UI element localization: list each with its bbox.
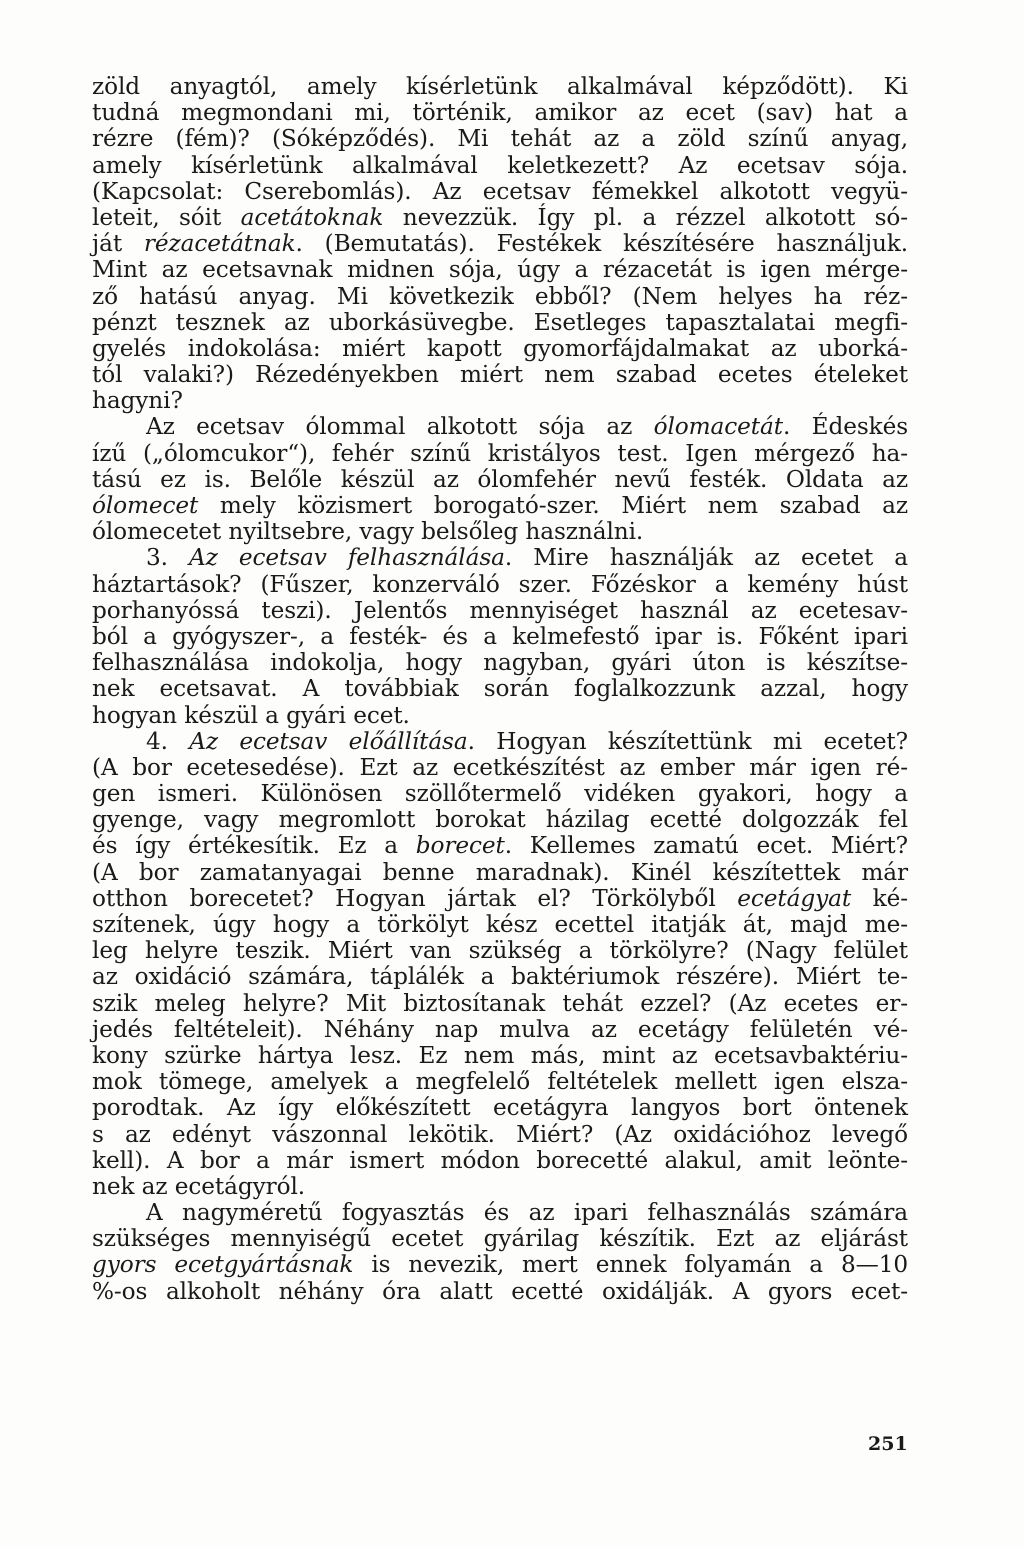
page-number: 251 bbox=[868, 1433, 908, 1455]
text-line bbox=[92, 833, 908, 859]
text-segment: . Kellemes zamatú ecet. Miért? bbox=[504, 832, 908, 860]
text-line bbox=[92, 991, 908, 1017]
text-line bbox=[92, 1200, 908, 1226]
text-line bbox=[92, 257, 908, 283]
text-segment: ízű („ólomcukor“), fehér színű kristályos test. Igen mérgező ha- bbox=[92, 439, 908, 467]
text-line bbox=[92, 676, 908, 702]
italic-term: acetátoknak bbox=[240, 203, 384, 231]
text-line bbox=[92, 1095, 908, 1121]
text-segment: gen ismeri. Különösen szöllőtermelő vidéken gyakori, hogy a bbox=[92, 780, 908, 808]
text-segment: A nagyméretű fogyasztás és az ipari felhasználás számára bbox=[146, 1199, 908, 1227]
text-segment: ké- bbox=[851, 884, 908, 912]
text-segment: 3. bbox=[146, 544, 190, 572]
text-segment: szítenek, úgy hogy a törkölyt kész ecettel itatják át, majd me- bbox=[92, 911, 908, 938]
text-line bbox=[92, 598, 908, 624]
text-line bbox=[92, 336, 908, 362]
text-segment: Az ecetsav ólommal alkotott sója az bbox=[146, 413, 654, 441]
text-segment: ból a gyógyszer-, a festék- és a kelmefestő ipar is. Főként ipari bbox=[92, 622, 908, 650]
text-line bbox=[92, 179, 908, 205]
text-segment: zöld anyagtól, amely kísérletünk alkalmával képződött). Ki bbox=[92, 73, 908, 100]
text-segment: amely kísérletünk alkalmával keletkezett? Az ecetsav sója. bbox=[92, 151, 908, 179]
text-segment: ját bbox=[92, 230, 144, 258]
italic-term: Az ecetsav előállítása bbox=[189, 727, 468, 755]
text-segment: porhanyóssá teszi). Jelentős mennyiséget használ az ecetesav- bbox=[92, 596, 908, 624]
text-line bbox=[92, 1252, 908, 1278]
text-segment: kell). A bor a már ismert módon borecetté alakul, amit leönte- bbox=[92, 1146, 908, 1174]
text-line bbox=[92, 703, 908, 729]
text-segment: és így értékesítik. Ez a bbox=[92, 832, 416, 860]
italic-term: ólomacetát bbox=[653, 413, 783, 441]
text-line bbox=[92, 755, 908, 781]
text-line bbox=[92, 938, 908, 964]
text-segment: (A bor ecetesedése). Ezt az ecetkészítést az ember már igen ré- bbox=[92, 753, 908, 781]
text-line bbox=[92, 860, 908, 886]
text-segment: gyenge, vagy megromlott borokat házilag ecetté dolgozzák fel bbox=[92, 806, 908, 834]
text-segment: leteit, sóit bbox=[92, 203, 241, 231]
text-segment: is nevezik, mert ennek folyamán a 8—10 bbox=[353, 1251, 908, 1279]
text-line bbox=[92, 153, 908, 179]
text-segment: tású ez is. Belőle készül az ólomfehér nevű festék. Oldata az bbox=[92, 465, 908, 493]
text-segment: . Hogyan készítettünk mi ecetet? bbox=[467, 727, 908, 755]
text-segment: 4. bbox=[146, 727, 190, 755]
text-segment: . Mire használják az ecetet a bbox=[504, 544, 908, 572]
text-line bbox=[92, 572, 908, 598]
text-segment: (A bor zamatanyagai benne maradnak). Kinél készítettek már bbox=[92, 858, 908, 886]
text-segment: mely közismert borogató-szer. Miért nem szabad az bbox=[198, 492, 908, 519]
text-segment: háztartások? (Fűszer, konzerváló szer. Főzéskor a kemény húst bbox=[92, 570, 908, 598]
text-line bbox=[92, 284, 908, 310]
text-line bbox=[92, 441, 908, 467]
text-line bbox=[92, 100, 908, 126]
text-segment: nek az ecetágyról. bbox=[92, 1172, 306, 1200]
text-line bbox=[92, 414, 908, 440]
text-segment: az oxidáció számára, táplálék a baktériumok részére). Miért te- bbox=[92, 963, 908, 991]
text-line bbox=[92, 624, 908, 650]
text-segment: mok tömege, amelyek a megfelelő feltételek mellett igen elsza- bbox=[92, 1068, 908, 1096]
text-line bbox=[92, 1226, 908, 1252]
text-segment: %-os alkoholt néhány óra alatt ecetté oxidálják. A gyors ecet- bbox=[92, 1277, 908, 1305]
text-line bbox=[92, 362, 908, 388]
text-line bbox=[92, 545, 908, 571]
text-line bbox=[92, 231, 908, 257]
text-segment: otthon borecetet? Hogyan jártak el? Törkölyből bbox=[92, 884, 738, 912]
text-segment: szükséges mennyiségű ecetet gyárilag készítik. Ezt az eljárást bbox=[92, 1225, 908, 1253]
text-segment: hagyni? bbox=[92, 387, 183, 415]
text-line bbox=[92, 1122, 908, 1148]
text-line bbox=[92, 1279, 908, 1305]
text-segment: . (Bemutatás). Festékek készítésére használjuk. bbox=[295, 230, 908, 258]
text-line bbox=[92, 886, 908, 912]
text-segment: tól valaki?) Rézedényekben miért nem szabad ecetes ételeket bbox=[92, 361, 908, 389]
text-line bbox=[92, 1069, 908, 1095]
text-line bbox=[92, 1017, 908, 1043]
text-line bbox=[92, 388, 908, 414]
text-segment: nek ecetsavat. A továbbiak során foglalkozzunk azzal, hogy bbox=[92, 675, 908, 703]
text-line bbox=[92, 650, 908, 676]
text-segment: Mint az ecetsavnak midnen sója, úgy a rézacetát is igen mérge- bbox=[92, 256, 908, 284]
text-segment: . Édeskés bbox=[782, 413, 908, 441]
text-line bbox=[92, 1148, 908, 1174]
italic-term: rézacetátnak bbox=[143, 230, 296, 258]
text-segment: nevezzük. Így pl. a rézzel alkotott só- bbox=[383, 203, 908, 231]
text-line bbox=[92, 964, 908, 990]
text-segment: hogyan készül a gyári ecet. bbox=[92, 701, 410, 729]
text-line bbox=[92, 1174, 908, 1200]
text-segment: jedés feltételeit). Néhány nap mulva az ecetágy felületén vé- bbox=[92, 1015, 908, 1043]
text-line bbox=[92, 310, 908, 336]
text-segment: gyelés indokolása: miért kapott gyomorfájdalmakat az uborká- bbox=[92, 334, 908, 362]
text-segment: (Kapcsolat: Cserebomlás). Az ecetsav fémekkel alkotott vegyü- bbox=[92, 177, 908, 205]
italic-term: gyors ecetgyártásnak bbox=[92, 1251, 354, 1279]
text-segment: szik meleg helyre? Mit biztosítanak tehát ezzel? (Az ecetes er- bbox=[92, 989, 908, 1017]
italic-term: ólomecet bbox=[92, 492, 199, 519]
text-line bbox=[92, 126, 908, 152]
text-segment: porodtak. Az így előkészített ecetágyra langyos bort öntenek bbox=[92, 1094, 908, 1122]
text-line bbox=[92, 493, 908, 519]
text-segment: felhasználása indokolja, hogy nagyban, gyári úton is készítse- bbox=[92, 649, 908, 677]
text-segment: pénzt tesznek az uborkásüvegbe. Esetleges tapasztalatai megfi- bbox=[92, 308, 908, 336]
text-line bbox=[92, 781, 908, 807]
text-line bbox=[92, 519, 908, 545]
body-text bbox=[92, 74, 908, 1305]
text-segment: ző hatású anyag. Mi következik ebből? (Nem helyes ha réz- bbox=[92, 282, 908, 310]
text-segment: kony szürke hártya lesz. Ez nem más, mint az ecetsavbaktériu- bbox=[92, 1041, 908, 1069]
italic-term: borecet bbox=[415, 832, 505, 860]
text-line bbox=[92, 74, 908, 100]
text-line bbox=[92, 807, 908, 833]
text-segment: ólomecetet nyiltsebre, vagy belsőleg használni. bbox=[92, 518, 644, 546]
italic-term: Az ecetsav felhasználása bbox=[189, 544, 505, 572]
text-line bbox=[92, 912, 908, 938]
text-line bbox=[92, 205, 908, 231]
text-segment: tudná megmondani mi, történik, amikor az ecet (sav) hat a bbox=[92, 99, 908, 127]
text-segment: s az edényt vászonnal lekötik. Miért? (Az oxidációhoz levegő bbox=[92, 1120, 908, 1148]
text-line bbox=[92, 729, 908, 755]
text-line bbox=[92, 1043, 908, 1069]
text-line bbox=[92, 467, 908, 493]
text-segment: leg helyre teszik. Miért van szükség a törkölyre? (Nagy felület bbox=[92, 937, 908, 965]
text-segment: rézre (fém)? (Sóképződés). Mi tehát az a zöld színű anyag, bbox=[92, 125, 908, 153]
italic-term: ecetágyat bbox=[737, 884, 852, 912]
